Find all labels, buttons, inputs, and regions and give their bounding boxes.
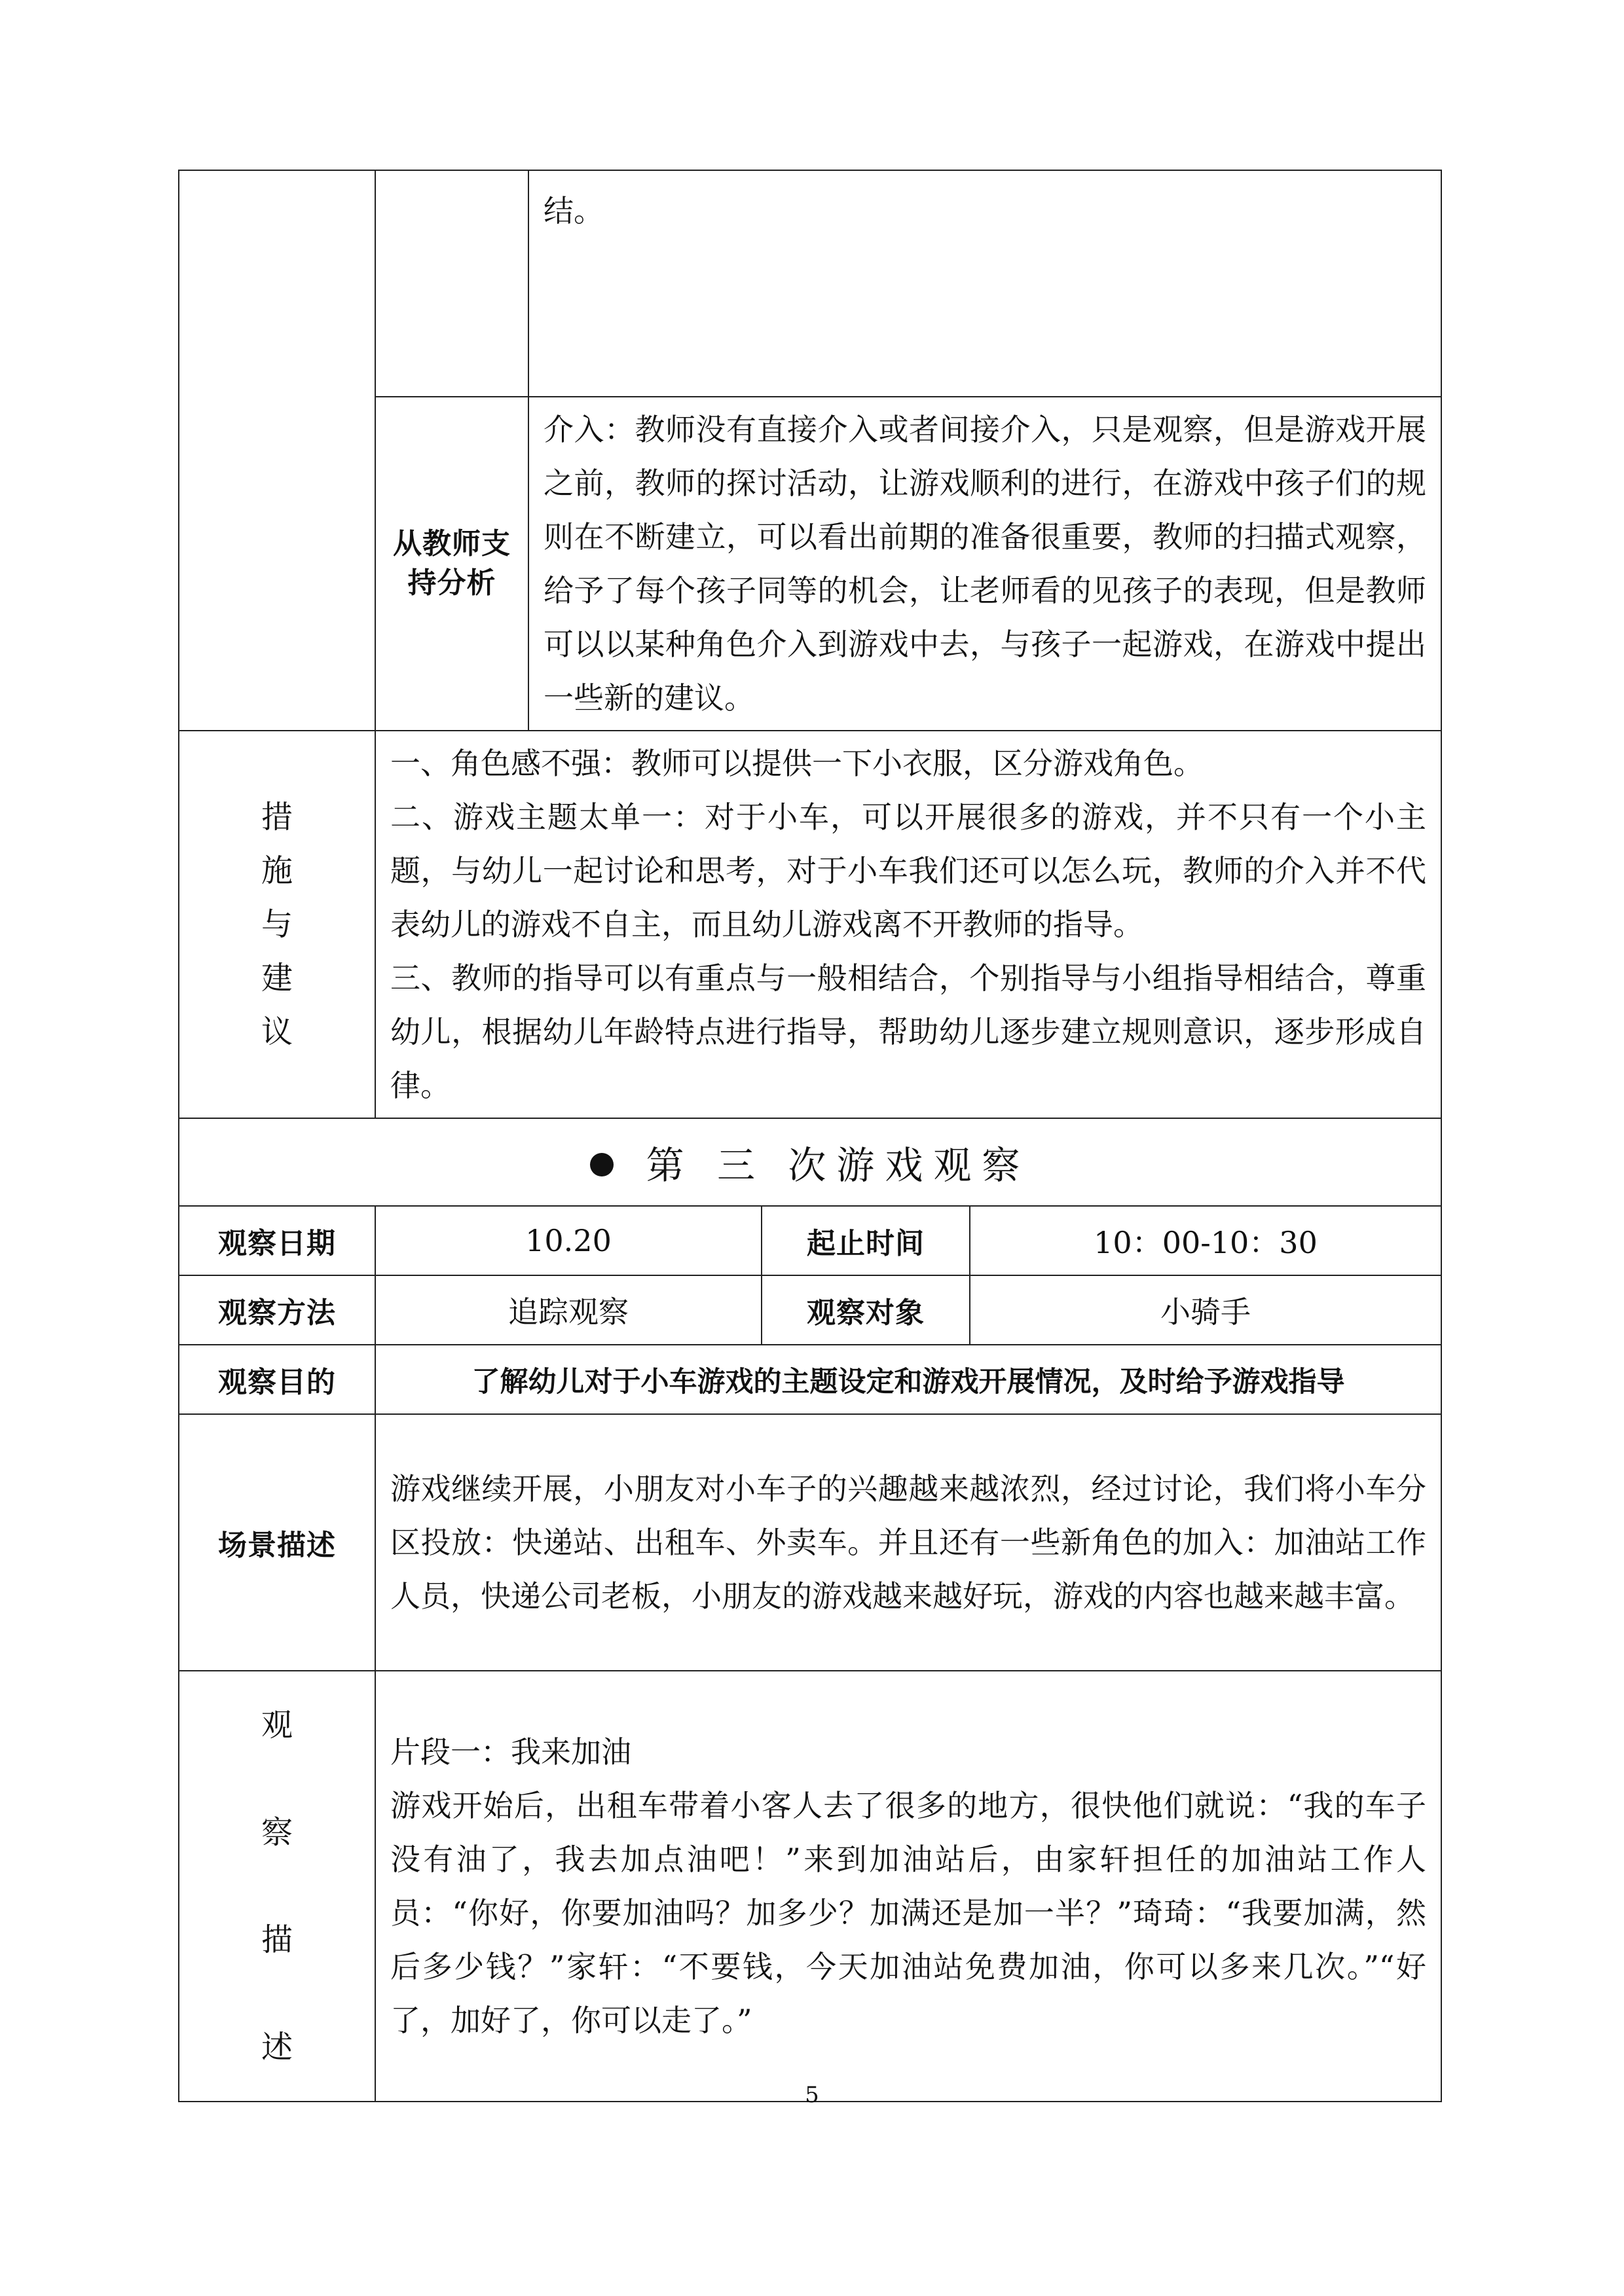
measure-item: 三、教师的指导可以有重点与一般相结合，个别指导与小组指导相结合，尊重幼儿，根据幼儿年龄特点进行指导，帮助幼儿逐步建立规则意识，逐步形成自律。	[390, 960, 1426, 1103]
date-time-row	[179, 1206, 1441, 1275]
description-label-char: 观	[261, 1707, 293, 1743]
scene-label: 场景描述	[179, 1414, 375, 1671]
description-label-char: 察	[261, 1814, 293, 1851]
date-value: 10.20	[375, 1206, 762, 1275]
description-label-char: 描	[261, 1922, 293, 1958]
description-label	[179, 1671, 375, 2102]
section-title-cell	[179, 1118, 1441, 1206]
purpose-value: 了解幼儿对于小车游戏的主题设定和游戏开展情况，及时给予游戏指导	[375, 1345, 1441, 1414]
measures-label-char: 议	[261, 1013, 293, 1050]
measures-label-char: 建	[261, 960, 293, 996]
segment-title: 片段一：我来加油	[390, 1734, 631, 1770]
purpose-label: 观察目的	[179, 1345, 375, 1414]
time-value: 10：00-10：30	[970, 1206, 1441, 1275]
date-label: 观察日期	[179, 1206, 375, 1275]
scene-cell	[375, 1414, 1441, 1671]
measure-item: 一、角色感不强：教师可以提供一下小衣服，区分游戏角色。	[390, 746, 1204, 781]
measures-label	[179, 731, 375, 1118]
measures-cell	[375, 731, 1441, 1118]
continuation-row	[179, 170, 1441, 397]
segment-text: 游戏开始后，出租车带着小客人去了很多的地方，很快他们就说：“我的车子没有油了，我去加点油吧！”来到加油站后，由家轩担任的加油站工作人员：“你好，你要加油吗？加多少？加满还是加一半？”琦琦：“我要加满，然后多少钱？”家轩：“不要钱，今天加油站免费加油，你可以多来几次。”“好了，加好了，你可以走了。”	[390, 1788, 1426, 2038]
description-row	[179, 1671, 1441, 2102]
bullet-dot-icon	[590, 1153, 614, 1176]
continuation-text: 结。	[544, 193, 604, 228]
teacher-support-label	[375, 397, 528, 731]
teacher-support-text: 介入：教师没有直接介入或者间接介入，只是观察，但是游戏开展之前，教师的探讨活动，让游戏顺利的进行，在游戏中孩子们的规则在不断建立，可以看出前期的准备很重要，教师的扫描式观察，给予了每个孩子同等的机会，让老师看的见孩子的表现，但是教师可以以某种角色介入到游戏中去，与孩子一起游戏，在游戏中提出一些新的建议。	[544, 412, 1426, 716]
target-value: 小骑手	[970, 1275, 1441, 1345]
method-label: 观察方法	[179, 1275, 375, 1345]
time-label: 起止时间	[762, 1206, 970, 1275]
measures-label-char: 施	[261, 852, 293, 889]
scene-text: 游戏继续开展，小朋友对小车子的兴趣越来越浓烈，经过讨论，我们将小车分区投放：快递站、出租车、外卖车。并且还有一些新角色的加入：加油站工作人员，快递公司老板，小朋友的游戏越来越好玩，游戏的内容也越来越丰富。	[390, 1471, 1426, 1614]
teacher-support-cell	[528, 397, 1441, 731]
teacher-support-label-text: 从教师支持分析	[393, 527, 511, 600]
target-label: 观察对象	[762, 1275, 970, 1345]
section-title-row	[179, 1118, 1441, 1206]
measure-item: 二、游戏主题太单一：对于小车，可以开展很多的游戏，并不只有一个小主题，与幼儿一起讨论和思考，对于小车我们还可以怎么玩，教师的介入并不代表幼儿的游戏不自主，而且幼儿游戏离不开教师的指导。	[390, 799, 1426, 942]
blank-inner-label-cell	[375, 170, 528, 397]
description-cell	[375, 1671, 1441, 2102]
method-value: 追踪观察	[375, 1275, 762, 1345]
measures-label-char: 措	[261, 799, 293, 835]
method-target-row	[179, 1275, 1441, 1345]
observation-record-page	[178, 170, 1441, 2102]
measures-label-char: 与	[261, 906, 293, 943]
purpose-row	[179, 1345, 1441, 1414]
observation-table	[178, 170, 1442, 2102]
page-number: 5	[805, 2082, 819, 2108]
blank-outer-label-cell	[179, 170, 375, 731]
measures-row	[179, 731, 1441, 1118]
scene-row	[179, 1414, 1441, 1671]
continuation-cell	[528, 170, 1441, 397]
section-title: 第 三 次游戏观察	[646, 1143, 1031, 1188]
description-label-char: 述	[261, 2029, 293, 2066]
